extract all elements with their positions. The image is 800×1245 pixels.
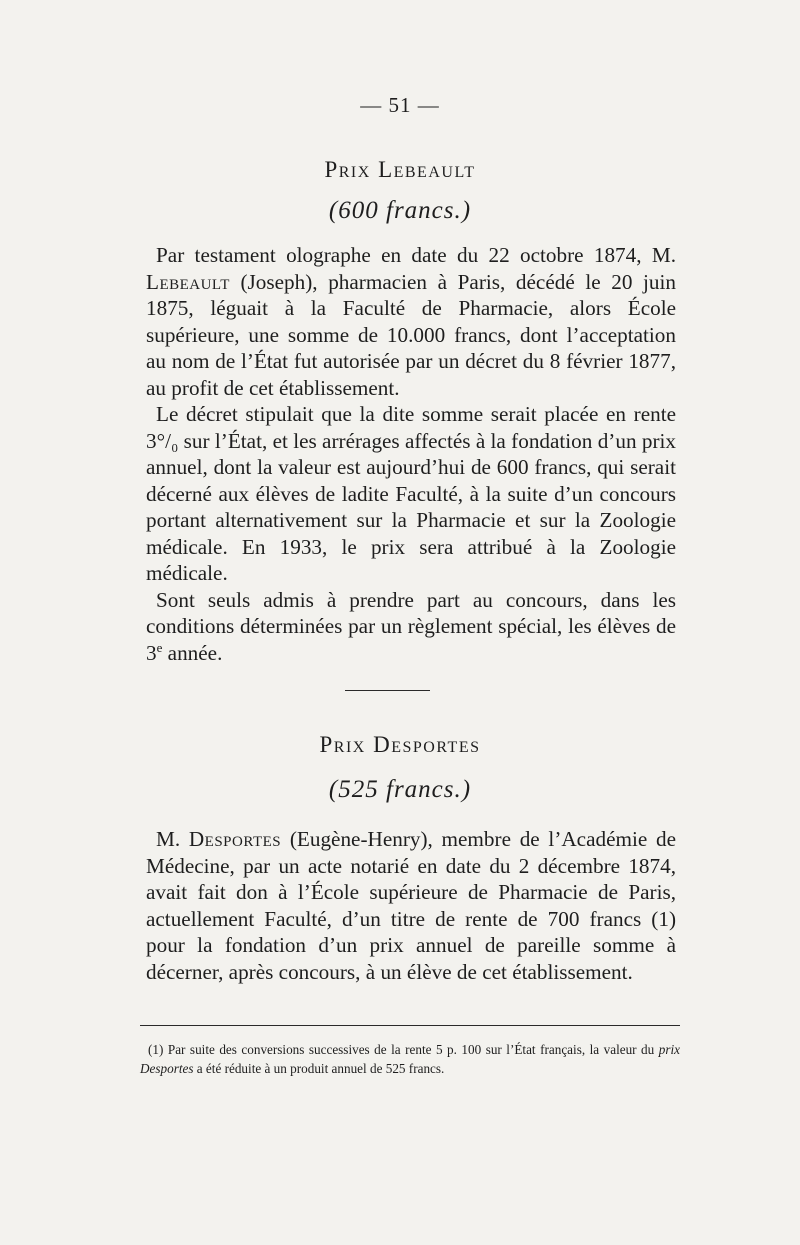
footnote-divider — [140, 1025, 680, 1026]
person-name: Desportes — [188, 827, 282, 851]
text-span: (1) Par suite des conversions successives de la rente 5 p. 100 sur l’État français, la valeur du — [148, 1042, 659, 1057]
prize-amount-desportes: (525 francs.) — [328, 776, 472, 803]
text-span: (Joseph), pharmacien à Paris, décédé le 20 juin 1875, léguait à la Faculté de Pharmacie, alors École supérieure, une somme de 10.000 francs, dont l’acceptation au nom de l’État fut autorisée par un décret du 8 février 1877, au profit de cet établissement. — [146, 269, 676, 400]
text-span: a été réduite à un produit annuel de 525 francs. — [193, 1061, 445, 1076]
text-span: (Eugène-Henry), membre de l’Académie de Médecine, par un acte notarié en date du 2 décembre 1874, avait fait don à l’École supérieure de Pharmacie de Paris, actuellement Faculté, d’un titre de rente de 700 francs (1) pour la fondation d’un prix annuel de pareille somme à décerner, après concours, à un élève de cet établissement. — [146, 827, 676, 984]
person-name: Lebeault — [146, 269, 230, 294]
text-span: Par testament olographe en date du 22 octobre 1874, M. — [156, 243, 676, 267]
paragraph — [146, 242, 676, 401]
section-title-lebeault: Prix Lebeault — [324, 157, 476, 182]
paragraph — [146, 826, 676, 985]
prize-amount-lebeault: (600 francs.) — [328, 197, 472, 224]
superscript: e — [156, 639, 163, 655]
section-body-desportes — [146, 826, 676, 985]
footnote-text — [140, 1040, 680, 1078]
paragraph: Le décret stipulait que la dite somme serait placée en rente 3°/₀ sur l’État, et les arrérages affectés à la fondation d’un prix annuel, dont la valeur est aujourd’hui de 600 francs, qui serait décerné aux élèves de ladite Faculté, à la suite d’un concours portant alternativement sur la Pharmacie et sur la Zoologie médicale. En 1933, le prix sera attribué à la Zoologie médicale. — [146, 402, 676, 585]
paragraph — [146, 587, 676, 667]
footnote — [140, 1040, 680, 1078]
text-span: M. — [156, 827, 189, 851]
page-number: — 51 — — [360, 93, 440, 117]
text-span: année. — [162, 640, 223, 665]
section-body-lebeault — [146, 242, 676, 666]
section-divider — [345, 690, 430, 691]
italic-text: prix Desportes — [140, 1042, 680, 1076]
text-span: Sont seuls admis à prendre part au concours, dans les conditions déterminées par un règlement spécial, les élèves de 3 — [146, 587, 676, 665]
section-title-desportes: Prix Desportes — [319, 732, 481, 757]
